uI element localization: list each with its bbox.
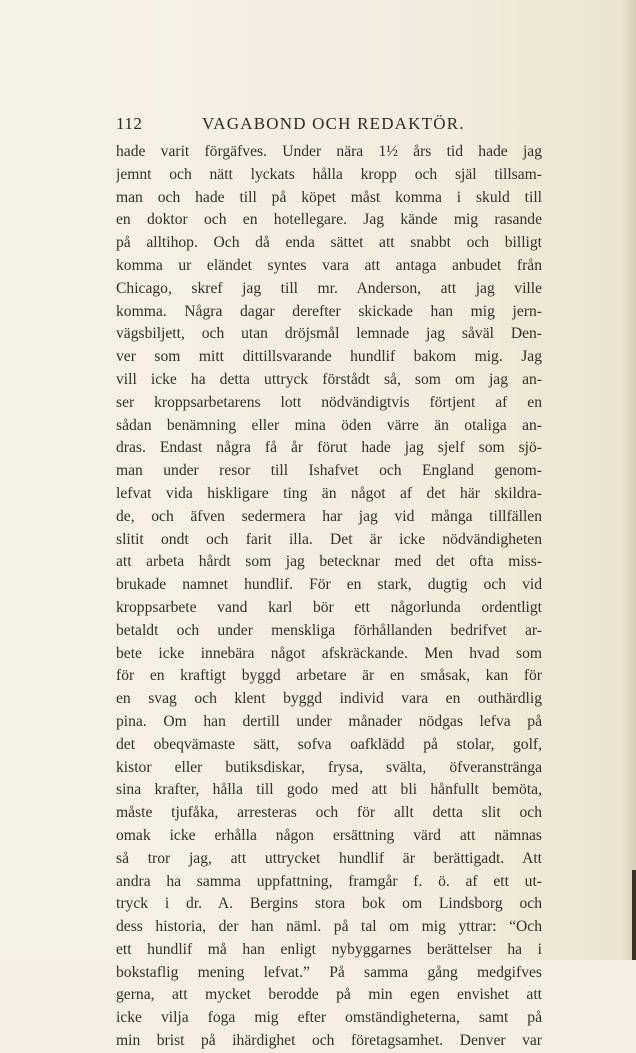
page-edge-dark-strip (632, 870, 636, 960)
text-line: brukade namnet hundlif. För en stark, dugtig och vid (116, 576, 542, 594)
text-line: det obeqvämaste sätt, sofva oafklädd på stolar, golf, (116, 735, 542, 753)
text-line: gerna, att mycket berodde på min egen envishet att (116, 986, 542, 1004)
running-header (116, 114, 536, 138)
body-text (116, 141, 542, 1053)
text-line: de, och äfven sedermera har jag vid många tillfällen (116, 507, 542, 525)
text-line: en doktor och en hotellegare. Jag kände mig rasande (116, 211, 542, 229)
text-line: ser kroppsarbetarens lott nödvändigtvis förtjent af en (116, 393, 542, 411)
text-line: jemnt och nätt lyckats hålla kropp och själ tillsam- (116, 165, 542, 183)
text-line: för en kraftigt byggd arbetare är en småsak, kan för (116, 667, 542, 685)
text-line: man och hade till på köpet måst komma i skuld till (116, 188, 542, 206)
text-line: man under resor till Ishafvet och England genom- (116, 462, 542, 480)
text-line: hade varit förgäfves. Under nära 1½ års tid hade jag (116, 143, 542, 160)
text-line: tryck i dr. A. Bergins stora bok om Lindsborg och (116, 895, 542, 913)
text-line: att arbeta hårdt som jag betecknar med det ofta miss- (116, 553, 542, 571)
text-line: så tror jag, att uttrycket hundlif är berättigadt. Att (116, 849, 542, 867)
text-line: sådan benämning eller mina öden värre än otaliga an- (116, 416, 542, 434)
text-line: andra ha samma uppfattning, framgår f. ö. af ett ut- (116, 872, 542, 890)
text-line: slitit ondt och farit illa. Det är icke nödvändigheten (116, 530, 542, 548)
page-number: 112 (116, 114, 143, 133)
running-title: VAGABOND OCH REDAKTÖR. (202, 114, 465, 133)
text-line: bete icke innebära något afskräckande. Men hvad som (116, 644, 542, 662)
text-line: vill icke ha detta uttryck förstådt så, som om jag an- (116, 370, 542, 388)
text-line: en svag och klent byggd individ vara en outhärdlig (116, 690, 542, 708)
text-line: Chicago, skref jag till mr. Anderson, att jag ville (116, 279, 542, 297)
text-line: dess historia, der han näml. på tal om mig yttrar: “Och (116, 918, 542, 936)
text-line: bokstaflig mening lefvat.” På samma gång medgifves (116, 963, 542, 981)
text-line: på alltihop. Och då enda sättet att snabbt och billigt (116, 234, 542, 252)
text-line: vägsbiljett, och utan dröjsmål lemnade jag såväl Den- (116, 325, 542, 343)
text-line: måste tjufåka, arresteras och för allt detta slit och (116, 804, 542, 822)
page-edge-shadow (622, 0, 636, 960)
text-line: min brist på ihärdighet och företagsamhet. Denver var (116, 1032, 542, 1050)
text-line: icke vilja foga mig efter omständigheterna, samt på (116, 1009, 542, 1027)
text-line: komma. Några dagar derefter skickade han mig jern- (116, 302, 542, 320)
text-line: dras. Endast några få år förut hade jag sjelf som sjö- (116, 439, 542, 457)
text-line: kistor eller butiksdiskar, frysa, svälta, öfveranstränga (116, 758, 542, 776)
text-line: komma ur eländet syntes vara att antaga anbudet från (116, 256, 542, 274)
text-line: ett hundlif må han enligt nybyggarnes berättelser ha i (116, 940, 542, 958)
text-line: sina krafter, hålla till godo med att bli hånfullt bemöta, (116, 781, 542, 799)
text-line: omak icke erhålla någon ersättning värd att nämnas (116, 826, 542, 844)
text-line: kroppsarbete vand karl bör ett någorlunda ordentligt (116, 598, 542, 616)
text-line: lefvat vida hiskligare ting än något af det här skildra- (116, 484, 542, 502)
text-line: ver som mitt dittillsvarande hundlif bakom mig. Jag (116, 348, 542, 366)
text-line: betaldt och under menskliga förhållanden bedrifvet ar- (116, 621, 542, 639)
text-line: pina. Om han dertill under månader nödgas lefva på (116, 712, 542, 730)
